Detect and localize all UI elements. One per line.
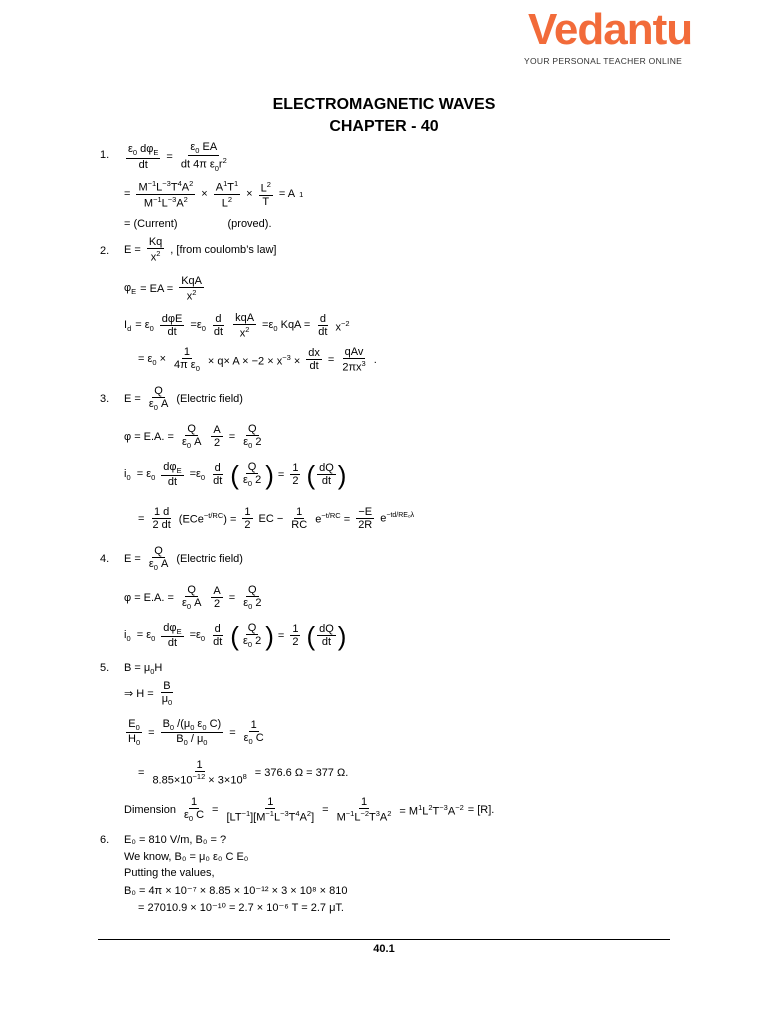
q4-eq3: $i_0 = \varepsilon_0$ $\frac{d\varphi_E}{dt}$ $=\varepsilon_0$ $\frac{d}{dt}$ ( $\frac{Q}{\varepsilon_0 2}$ ) = $\frac{1}{2}$ ( $\frac{dQ}{dt}$ ) [124,622,346,649]
q3-number: 3. [100,393,110,405]
q6-number: 6. [100,834,110,846]
q2-eq2: $\varphi_E$ = EA = $\frac{\text{KqA}}{x^2}$ [124,275,202,303]
q6-line3: Putting the values, [124,867,215,879]
q5-eq4: = $\frac{1}{8.85\times 10^{-12} \times 3\times 10^8}$ = 376.6 Ω = 377 Ω. [138,759,349,787]
q1-eq3: = (Current) (proved). [124,218,272,230]
q4-number: 4. [100,553,110,565]
q1-eq1: $\frac{\varepsilon_0 d\varphi_E}{dt}$ = $\frac{\varepsilon_0 EA}{dt 4\pi \varepsilon_0r^2}$ [128,141,227,174]
logo-tagline: YOUR PERSONAL TEACHER ONLINE [524,56,683,66]
q6-line4: B₀ = 4π × 10⁻⁷ × 8.85 × 10⁻¹² × 3 × 10⁸ × 810 [124,885,348,897]
q3-eq3: $i_0 = \varepsilon_0$ $\frac{d\varphi_E}{dt}$ $=\varepsilon_0$ $\frac{d}{dt}$ ( $\frac{Q}{\varepsilon_0 2}$ ) = $\frac{1}{2}$ ( $\frac{dQ}{dt}$ ) [124,461,346,488]
q3-eq1: E = $\frac{Q}{\varepsilon_0 A}$ (Electric field) [124,385,243,413]
q2-eq3: $I_d$ = $\varepsilon_0$ $\frac{\text{dφE}}{dt}$ $=\varepsilon_0$ $\frac{d}{dt}$ $\frac{\text{kqA}}{x^2}$ $=\varepsilon_0$ KqA = $\frac{d}{dt}$ $x^{-2}$ [124,312,350,340]
q2-number: 2. [100,245,110,257]
q2-coulomb-note: , [from coulomb’s law] [170,243,277,256]
q2-eq4: = $\varepsilon_0$ × $\frac{1}{4\pi \varepsilon_0}$ × $q\times A \times -2 \times x^{-3}$ × $\frac{dx}{dt}$ = $\frac{\text{qAv}}{2\pi x^3}$ . [138,346,377,374]
q6-line1: E₀ = 810 V/m, B₀ = ? [124,834,227,846]
q2-eq1: E = $\frac{Kq}{x^2}$ , [from coulomb’s law] [124,236,277,264]
q6-line2: We know, B₀ = μ₀ ε₀ C E₀ [124,851,249,863]
chapter-title: ELECTROMAGNETIC WAVES [272,96,496,113]
q3-eq4: = $\frac{1 d}{2 dt}$ (ECe$^{-t/RC}$) = $\frac{1}{2}$ EC − $\frac{1}{RC}$ $e^{-t/RC}$ = $\frac{-E}{2R}$ $e^{-td/RE_o\lambda}$ [138,506,415,531]
q1-result: = A [278,188,296,201]
chapter-number: CHAPTER - 40 [329,118,439,135]
page-number: 40.1 [373,943,395,955]
logo-text: Vedantu [528,5,693,54]
q5-number: 5. [100,662,110,674]
q4-electric-field-note: (Electric field) [176,552,243,565]
q4-eq1: E = $\frac{Q}{\varepsilon_0 A}$ (Electric field) [124,545,243,573]
q5-eq3: $\frac{E_0}{H_0}$ = $\frac{B_0 /(\mu_0 \varepsilon_0 C)}{B_0 / \mu_0}$ = $\frac{1}{\varepsilon_0 C}$ [128,718,264,748]
q1-eq2: = $\frac{M^{-1}L^{-3}T^4A^2}{M^{-1}L^{-3}A^2}$ × $\frac{A^1T^1}{L^2}$ × $\frac{L^2}{T}$ = A 1 [124,179,304,210]
q1-number: 1. [100,149,110,161]
vedantu-logo [524,5,693,66]
q5-eq1: $B = \mu_0H$ [124,662,163,677]
q5-eq2: ⇒ H = $\frac{B}{\mu_0}$ [124,680,173,708]
q3-electric-field-note: (Electric field) [176,392,243,405]
q6-line5: = 27010.9 × 10⁻¹⁰ = 2.7 × 10⁻⁶ T = 2.7 μT. [138,902,344,914]
footer-divider [98,939,670,940]
q1-proved: (proved). [227,218,272,230]
q4-eq2: φ = E.A. = $\frac{Q}{\varepsilon_0 A}$ $\frac{A}{2}$ = $\frac{Q}{\varepsilon_0 2}$ [124,584,262,612]
q5-eq5: Dimension $\frac{1}{\varepsilon_0 C}$ = $\frac{1}{[LT^{-1}][M^{-1}L^{-3}T^4A^2]}$ = $\frac{1}{M^{-1}L^{-2}T^3A^2}$ = $M^1L^2T^{-3}A^{-2}$ = [R]. [124,796,495,824]
q3-eq2: φ = E.A. = $\frac{Q}{\varepsilon_0 A}$ $\frac{A}{2}$ = $\frac{Q}{\varepsilon_0 2}$ [124,423,262,451]
